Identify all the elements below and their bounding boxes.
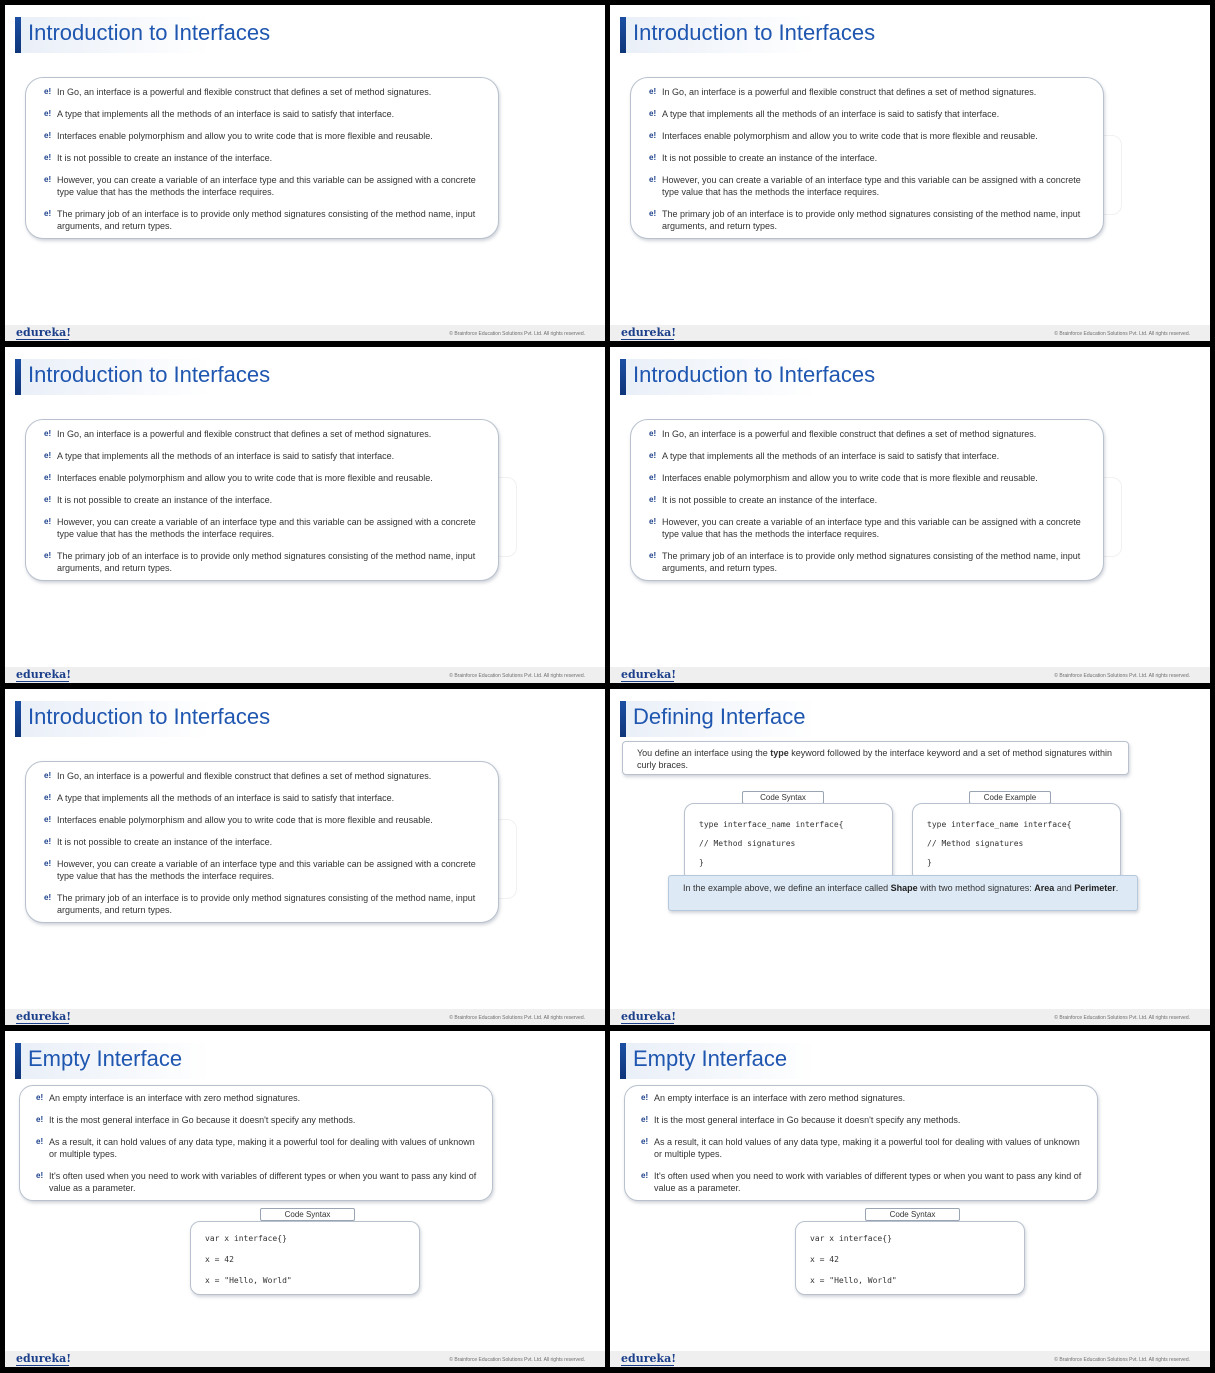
bullet-item: [649, 494, 1091, 506]
keyword-shape: Shape: [890, 883, 918, 893]
code-example-label: Code Example: [969, 791, 1051, 804]
bullet-item: [44, 858, 486, 882]
bullet-item: [641, 1170, 1085, 1194]
bullet-text: It is not possible to create an instance of the interface.: [57, 153, 273, 163]
bullet-icon: e!: [44, 551, 52, 560]
bullet-icon: e!: [44, 153, 52, 162]
bullet-icon: e!: [641, 1115, 649, 1124]
bullet-text: A type that implements all the methods of an interface is said to satisfy that interface.: [662, 451, 1000, 461]
code-syntax-box: [795, 1221, 1025, 1295]
edureka-logo: edureka!: [16, 1010, 72, 1023]
bullet-icon: e!: [649, 495, 657, 504]
bullet-icon: e!: [649, 131, 657, 140]
bullet-box: [630, 419, 1104, 581]
slide-footer: [610, 1009, 1210, 1025]
bullet-item: [649, 130, 1091, 142]
slide-title: Introduction to Interfaces: [28, 20, 271, 45]
bullet-box: [25, 419, 499, 581]
bullet-text: However, you can create a variable of an interface type and this variable can be assigned with a concrete type value that has the methods the interface requires.: [57, 517, 476, 539]
bullet-icon: e!: [649, 87, 657, 96]
bullet-icon: e!: [44, 517, 52, 526]
bullet-icon: e!: [641, 1137, 649, 1146]
bullet-icon: e!: [44, 131, 52, 140]
bullet-icon: e!: [36, 1137, 44, 1146]
bullet-text: The primary job of an interface is to provide only method signatures consisting of the method name, input arguments, and return types.: [57, 893, 476, 915]
bullet-item: [649, 152, 1091, 164]
slide-title: Introduction to Interfaces: [28, 704, 271, 729]
bullet-text: As a result, it can hold values of any data type, making it a powerful tool for dealing with values of unknown or multiple types.: [654, 1137, 1080, 1159]
bullet-text: In Go, an interface is a powerful and flexible construct that defines a set of method signatures.: [57, 771, 432, 781]
bullet-text: The primary job of an interface is to provide only method signatures consisting of the method name, input arguments, and return types.: [662, 551, 1081, 573]
bullet-item: [44, 86, 486, 98]
bullet-text: It is the most general interface in Go because it doesn't specify any methods.: [49, 1115, 356, 1125]
slide: [5, 347, 605, 683]
copyright-text: © Brainforce Education Solutions Pvt. Ltd. All rights reserved.: [449, 1357, 585, 1363]
bullet-text: However, you can create a variable of an interface type and this variable can be assigned with a concrete type value that has the methods the interface requires.: [662, 517, 1081, 539]
bullet-item: [649, 208, 1091, 232]
bullet-icon: e!: [44, 175, 52, 184]
bullet-item: [44, 108, 486, 120]
slide-title: Defining Interface: [633, 704, 806, 729]
title-accent: [620, 701, 626, 737]
bullet-icon: e!: [649, 109, 657, 118]
slide: [610, 5, 1210, 341]
bullet-text: It is not possible to create an instance of the interface.: [662, 153, 878, 163]
bullet-item: [649, 550, 1091, 574]
copyright-text: © Brainforce Education Solutions Pvt. Ltd. All rights reserved.: [1054, 673, 1190, 679]
bullet-text: A type that implements all the methods of an interface is said to satisfy that interface.: [662, 109, 1000, 119]
bullet-item: [44, 892, 486, 916]
bullet-box: [25, 77, 499, 239]
bullet-icon: e!: [44, 837, 52, 846]
edureka-logo: edureka!: [16, 668, 72, 681]
bullet-item: [649, 86, 1091, 98]
bullet-box: [624, 1085, 1098, 1201]
bullet-icon: e!: [36, 1115, 44, 1124]
slide-title: Empty Interface: [28, 1046, 183, 1071]
bullet-item: [44, 428, 486, 440]
edureka-logo: edureka!: [621, 668, 677, 681]
code-syntax-label: Code Syntax: [865, 1208, 960, 1221]
bullet-icon: e!: [36, 1171, 44, 1180]
bullet-item: [44, 208, 486, 232]
bullet-item: [44, 494, 486, 506]
copyright-text: © Brainforce Education Solutions Pvt. Ltd. All rights reserved.: [449, 331, 585, 337]
bullet-icon: e!: [44, 451, 52, 460]
bullet-text: It's often used when you need to work with variables of different types or when you want to pass any kind of value as a parameter.: [49, 1171, 477, 1193]
bullet-text: In Go, an interface is a powerful and flexible construct that defines a set of method signatures.: [57, 429, 432, 439]
code-line: // Method signatures: [699, 839, 796, 848]
bullet-text: Interfaces enable polymorphism and allow you to write code that is more flexible and reusable.: [57, 473, 433, 483]
explanation-note: In the example above, we define an interface called Shape with two method signatures: Area and Perimeter.: [668, 875, 1138, 911]
bullet-icon: e!: [44, 209, 52, 218]
code-line: x = 42: [810, 1255, 839, 1264]
code-line: var x interface{}: [810, 1234, 892, 1243]
bullet-item: [44, 152, 486, 164]
bullet-item: [44, 130, 486, 142]
bullet-icon: e!: [44, 893, 52, 902]
bullet-icon: e!: [649, 451, 657, 460]
bullet-item: [44, 550, 486, 574]
bullet-item: [44, 516, 486, 540]
bullet-text: Interfaces enable polymorphism and allow you to write code that is more flexible and reusable.: [57, 131, 433, 141]
slide-footer: [610, 1351, 1210, 1367]
bullet-text: The primary job of an interface is to provide only method signatures consisting of the method name, input arguments, and return types.: [57, 209, 476, 231]
bullet-text: In Go, an interface is a powerful and flexible construct that defines a set of method signatures.: [662, 429, 1037, 439]
bullet-icon: e!: [649, 473, 657, 482]
bullet-text: A type that implements all the methods of an interface is said to satisfy that interface.: [57, 109, 395, 119]
slide-footer: [610, 667, 1210, 683]
bullet-text: An empty interface is an interface with zero method signatures.: [654, 1093, 906, 1103]
code-syntax-box: [684, 803, 893, 883]
slide-footer: [5, 667, 605, 683]
bullet-text: In Go, an interface is a powerful and flexible construct that defines a set of method signatures.: [662, 87, 1037, 97]
bullet-item: [44, 472, 486, 484]
edureka-logo: edureka!: [621, 1352, 677, 1365]
bullet-item: [36, 1092, 480, 1104]
code-line: x = 42: [205, 1255, 234, 1264]
bullet-item: [641, 1092, 1085, 1104]
slide-title: Introduction to Interfaces: [633, 20, 876, 45]
code-line: type interface_name interface{: [927, 820, 1072, 829]
bullet-icon: e!: [649, 209, 657, 218]
bullet-text: A type that implements all the methods of an interface is said to satisfy that interface.: [57, 451, 395, 461]
slide-title: Empty Interface: [633, 1046, 788, 1071]
copyright-text: © Brainforce Education Solutions Pvt. Ltd. All rights reserved.: [1054, 1015, 1190, 1021]
title-accent: [15, 359, 21, 395]
bullet-icon: e!: [649, 153, 657, 162]
bullet-icon: e!: [44, 473, 52, 482]
bullet-item: [44, 770, 486, 782]
bullet-text: Interfaces enable polymorphism and allow you to write code that is more flexible and reusable.: [662, 473, 1038, 483]
bullet-text: However, you can create a variable of an interface type and this variable can be assigned with a concrete type value that has the methods the interface requires.: [57, 175, 476, 197]
bullet-icon: e!: [649, 517, 657, 526]
title-accent: [15, 701, 21, 737]
edureka-logo: edureka!: [621, 1010, 677, 1023]
slide: [5, 1031, 605, 1367]
bullet-icon: e!: [641, 1171, 649, 1180]
code-syntax-box: [190, 1221, 420, 1295]
bullet-item: [36, 1136, 480, 1160]
bullet-item: [44, 792, 486, 804]
keyword-type: type: [770, 748, 789, 758]
copyright-text: © Brainforce Education Solutions Pvt. Ltd. All rights reserved.: [1054, 1357, 1190, 1363]
code-syntax-label: Code Syntax: [260, 1208, 355, 1221]
bullet-icon: e!: [36, 1093, 44, 1102]
code-line: }: [927, 858, 932, 867]
slide: [610, 689, 1210, 1025]
slide-footer: [5, 1009, 605, 1025]
slide: [610, 347, 1210, 683]
bullet-item: [44, 450, 486, 462]
code-syntax-label: Code Syntax: [742, 791, 824, 804]
code-line: // Method signatures: [927, 839, 1024, 848]
edureka-logo: edureka!: [16, 326, 72, 339]
bullet-text: However, you can create a variable of an interface type and this variable can be assigned with a concrete type value that has the methods the interface requires.: [662, 175, 1081, 197]
code-line: var x interface{}: [205, 1234, 287, 1243]
bullet-box: [25, 761, 499, 923]
copyright-text: © Brainforce Education Solutions Pvt. Ltd. All rights reserved.: [449, 1015, 585, 1021]
bullet-box: [630, 77, 1104, 239]
slide: [5, 689, 605, 1025]
slide-title: Introduction to Interfaces: [633, 362, 876, 387]
bullet-text: Interfaces enable polymorphism and allow you to write code that is more flexible and reusable.: [57, 815, 433, 825]
bullet-icon: e!: [44, 793, 52, 802]
title-accent: [620, 1043, 626, 1079]
bullet-item: [649, 472, 1091, 484]
slide-footer: [5, 1351, 605, 1367]
bullet-text: An empty interface is an interface with zero method signatures.: [49, 1093, 301, 1103]
bullet-text: The primary job of an interface is to provide only method signatures consisting of the method name, input arguments, and return types.: [57, 551, 476, 573]
bullet-text: It is not possible to create an instance of the interface.: [57, 837, 273, 847]
bullet-item: [649, 428, 1091, 440]
bullet-icon: e!: [649, 175, 657, 184]
bullet-item: [649, 450, 1091, 462]
keyword-area: Area: [1034, 883, 1055, 893]
code-line: x = "Hello, World": [205, 1276, 292, 1285]
copyright-text: © Brainforce Education Solutions Pvt. Ltd. All rights reserved.: [449, 673, 585, 679]
bullet-item: [641, 1136, 1085, 1160]
bullet-text: It's often used when you need to work with variables of different types or when you want to pass any kind of value as a parameter.: [654, 1171, 1082, 1193]
bullet-text: The primary job of an interface is to provide only method signatures consisting of the method name, input arguments, and return types.: [662, 209, 1081, 231]
code-line: x = "Hello, World": [810, 1276, 897, 1285]
bullet-icon: e!: [44, 859, 52, 868]
bullet-box: [19, 1085, 493, 1201]
slide-footer: [610, 325, 1210, 341]
bullet-text: A type that implements all the methods of an interface is said to satisfy that interface.: [57, 793, 395, 803]
bullet-item: [649, 516, 1091, 540]
bullet-icon: e!: [44, 771, 52, 780]
title-accent: [620, 359, 626, 395]
bullet-text: It is not possible to create an instance of the interface.: [662, 495, 878, 505]
bullet-icon: e!: [641, 1093, 649, 1102]
bullet-item: [44, 814, 486, 826]
keyword-perimeter: Perimeter: [1074, 883, 1116, 893]
bullet-item: [649, 108, 1091, 120]
edureka-logo: edureka!: [16, 1352, 72, 1365]
definition-box: You define an interface using the type keyword followed by the interface keyword and a set of method signatures within curly braces.: [622, 741, 1129, 775]
bullet-text: However, you can create a variable of an interface type and this variable can be assigned with a concrete type value that has the methods the interface requires.: [57, 859, 476, 881]
bullet-item: [44, 174, 486, 198]
bullet-item: [36, 1170, 480, 1194]
title-accent: [15, 1043, 21, 1079]
bullet-icon: e!: [44, 87, 52, 96]
slide: [5, 5, 605, 341]
bullet-text: In Go, an interface is a powerful and flexible construct that defines a set of method signatures.: [57, 87, 432, 97]
bullet-icon: e!: [44, 495, 52, 504]
bullet-text: As a result, it can hold values of any data type, making it a powerful tool for dealing with values of unknown or multiple types.: [49, 1137, 475, 1159]
bullet-text: It is not possible to create an instance of the interface.: [57, 495, 273, 505]
bullet-icon: e!: [649, 551, 657, 560]
title-accent: [15, 17, 21, 53]
bullet-text: It is the most general interface in Go because it doesn't specify any methods.: [654, 1115, 961, 1125]
slide: [610, 1031, 1210, 1367]
edureka-logo: edureka!: [621, 326, 677, 339]
code-line: type interface_name interface{: [699, 820, 844, 829]
bullet-item: [44, 836, 486, 848]
bullet-item: [641, 1114, 1085, 1126]
bullet-icon: e!: [44, 109, 52, 118]
code-example-box: [912, 803, 1121, 883]
title-accent: [620, 17, 626, 53]
bullet-icon: e!: [44, 429, 52, 438]
slide-title: Introduction to Interfaces: [28, 362, 271, 387]
bullet-text: Interfaces enable polymorphism and allow you to write code that is more flexible and reusable.: [662, 131, 1038, 141]
bullet-item: [649, 174, 1091, 198]
bullet-item: [36, 1114, 480, 1126]
code-line: }: [699, 858, 704, 867]
copyright-text: © Brainforce Education Solutions Pvt. Ltd. All rights reserved.: [1054, 331, 1190, 337]
slide-footer: [5, 325, 605, 341]
bullet-icon: e!: [649, 429, 657, 438]
bullet-icon: e!: [44, 815, 52, 824]
